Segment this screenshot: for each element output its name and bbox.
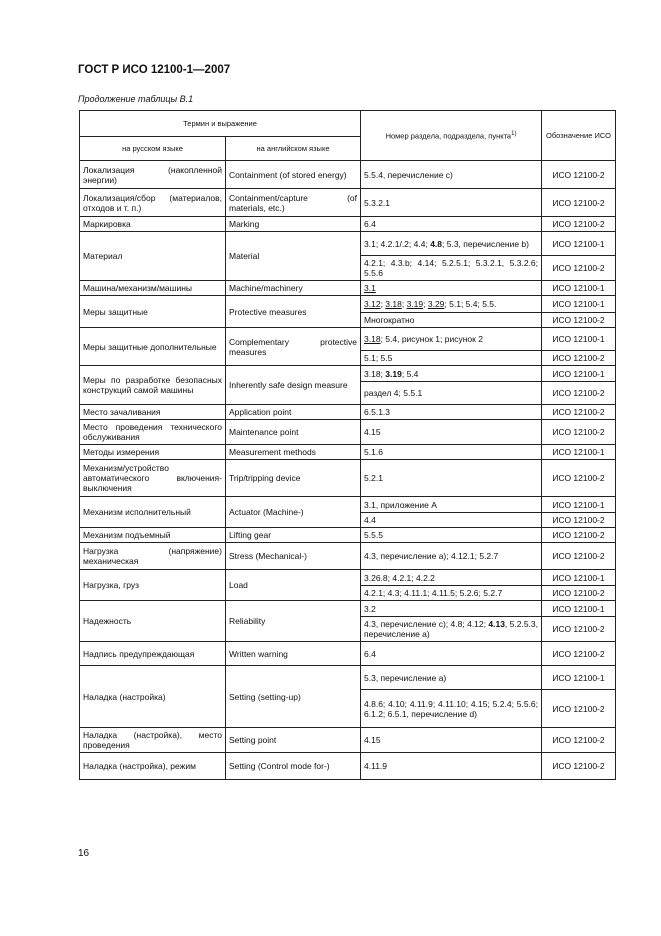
iso-designation: ИСО 12100-2: [542, 543, 616, 570]
term-english: Protective measures: [226, 296, 361, 328]
iso-designation: ИСО 12100-2: [542, 161, 616, 189]
iso-designation: ИСО 12100-2: [542, 753, 616, 780]
term-english: Complementary protective measures: [226, 328, 361, 366]
term-russian: Надежность: [80, 601, 226, 642]
term-russian: Нагрузка, груз: [80, 570, 226, 601]
term-english: Trip/tripping device: [226, 460, 361, 497]
term-russian: Нагрузка (напряжение) механическая: [80, 543, 226, 570]
table-row: [80, 217, 616, 232]
table-row: [80, 601, 616, 617]
section-reference: [361, 217, 542, 232]
table-row: [80, 445, 616, 460]
term-russian: Наладка (настройка): [80, 666, 226, 728]
section-reference: [361, 189, 542, 217]
iso-designation: ИСО 12100-2: [542, 728, 616, 753]
term-russian: Методы измерения: [80, 445, 226, 460]
table-row: [80, 642, 616, 666]
section-reference: [361, 313, 542, 328]
section-reference: [361, 296, 542, 313]
iso-designation: ИСО 12100-2: [542, 405, 616, 420]
reference-segment: 4.3, перечисление а); 4.12.1; 5.2.7: [364, 551, 499, 561]
term-russian: Маркировка: [80, 217, 226, 232]
reference-segment: 3.26.8; 4.2.1; 4.2.2: [364, 572, 435, 583]
iso-designation: ИСО 12100-2: [542, 513, 616, 528]
reference-segment: 3.19: [385, 368, 402, 379]
section-reference: [361, 601, 542, 617]
iso-designation: ИСО 12100-2: [542, 217, 616, 232]
iso-designation: ИСО 12100-2: [542, 351, 616, 366]
reference-segment: раздел 4; 5.5.1: [364, 388, 423, 398]
footnote-marker: 1): [511, 131, 517, 138]
reference-segment: 3.1, приложение А: [364, 499, 437, 510]
reference-segment: 5.3, перечисление а): [364, 672, 447, 683]
iso-designation: ИСО 12100-2: [542, 189, 616, 217]
reference-segment: ;: [401, 299, 407, 309]
reference-segment: 5.1.6: [364, 447, 383, 457]
section-reference: [361, 642, 542, 666]
iso-designation: ИСО 12100-2: [542, 586, 616, 601]
russian-column-header: на русском языке: [80, 137, 226, 161]
english-column-header: на английском языке: [226, 137, 361, 161]
term-english: Stress (Mechanical-): [226, 543, 361, 570]
term-russian: Наладка (настройка), режим: [80, 753, 226, 780]
table-row: [80, 296, 616, 313]
term-russian: Меры по разработке безопасных конструкций самой машины: [80, 366, 226, 405]
section-reference: [361, 351, 542, 366]
reference-segment: 3.12: [364, 299, 381, 309]
section-reference: [361, 445, 542, 460]
reference-segment: 4.3, перечисление с); 4.8; 4.12;: [364, 619, 489, 629]
iso-designation: ИСО 12100-2: [542, 642, 616, 666]
term-english: Written warning: [226, 642, 361, 666]
reference-segment: 3.19: [406, 299, 424, 309]
table-row: [80, 570, 616, 586]
table-row: [80, 328, 616, 351]
section-reference: [361, 256, 542, 281]
section-reference: [361, 161, 542, 189]
reference-segment: 4.15: [364, 735, 381, 745]
table-row: [80, 281, 616, 296]
reference-segment: 3.29: [427, 299, 445, 309]
term-english: Material: [226, 232, 361, 281]
section-reference: [361, 382, 542, 405]
reference-segment: 4.8.6; 4.10; 4.11.9; 4.11.10; 4.15; 5.2.4; 5.5.6; 6.1.2; 6.5.1, перечисление d): [364, 698, 539, 719]
section-reference: [361, 420, 542, 445]
reference-segment: 3.2: [364, 603, 376, 614]
term-russian: Локализация (накопленной энергии): [80, 161, 226, 189]
reference-segment: 4.13: [488, 619, 505, 629]
iso-designation: ИСО 12100-2: [542, 256, 616, 281]
section-reference: [361, 513, 542, 528]
reference-segment: ;: [380, 299, 386, 309]
reference-segment: 6.5.1.3: [364, 407, 391, 417]
reference-segment: 5.5.4, перечисление с): [364, 169, 453, 180]
page-number: 16: [78, 848, 90, 859]
term-english: Inherently safe design measure: [226, 366, 361, 405]
iso-designation: ИСО 12100-2: [542, 690, 616, 728]
reference-segment: 5.5.5: [364, 530, 383, 540]
section-reference: [361, 586, 542, 601]
iso-designation: ИСО 12100-2: [542, 382, 616, 405]
section-reference: [361, 543, 542, 570]
term-russian: Локализация/сбор (материалов, отходов и т. п.): [80, 189, 226, 217]
term-russian: Место проведения технического обслуживания: [80, 420, 226, 445]
iso-designation: ИСО 12100-1: [542, 281, 616, 296]
term-english: Load: [226, 570, 361, 601]
reference-segment: , 5.2.5.3, перечисление а): [364, 619, 539, 639]
page-header: ГОСТ Р ИСО 12100-1—2007: [78, 64, 231, 76]
term-russian: Меры защитные: [80, 296, 226, 328]
section-reference: [361, 460, 542, 497]
reference-segment: 6.4: [364, 219, 376, 229]
reference-segment: 6.4: [364, 648, 376, 659]
iso-designation: ИСО 12100-1: [542, 497, 616, 513]
term-russian: Наладка (настройка), место проведения: [80, 728, 226, 753]
iso-designation: ИСО 12100-1: [542, 445, 616, 460]
section-reference: [361, 570, 542, 586]
terms-table: [79, 110, 616, 780]
reference-segment: ; 5.1; 5.4; 5.5.: [444, 299, 497, 309]
reference-segment: 4.11.9: [364, 761, 388, 771]
table-row: [80, 420, 616, 445]
term-english: Actuator (Machine-): [226, 497, 361, 528]
section-reference: [361, 497, 542, 513]
table-row: [80, 161, 616, 189]
table-row: [80, 405, 616, 420]
table-row: [80, 189, 616, 217]
reference-segment: 3.18: [364, 334, 381, 344]
term-english: Containment/capture (of materials, etc.): [226, 189, 361, 217]
table-row: [80, 366, 616, 382]
iso-designation-header: Обозначение ИСО: [542, 111, 616, 161]
iso-designation: ИСО 12100-1: [542, 328, 616, 351]
table-row: [80, 497, 616, 513]
section-number-header-label: Номер раздела, подраздела, пункта: [385, 131, 512, 141]
term-english: Maintenance point: [226, 420, 361, 445]
term-english: Setting (setting-up): [226, 666, 361, 728]
term-english: Lifting gear: [226, 528, 361, 543]
term-english: Application point: [226, 405, 361, 420]
table-row: [80, 528, 616, 543]
term-english: Setting (Control mode for-): [226, 753, 361, 780]
term-english: Reliability: [226, 601, 361, 642]
iso-designation: ИСО 12100-1: [542, 232, 616, 256]
reference-segment: 3.1: [364, 283, 376, 293]
reference-segment: 4.8: [430, 238, 443, 249]
section-reference: [361, 281, 542, 296]
term-english: Setting point: [226, 728, 361, 753]
table-row: [80, 753, 616, 780]
table-row: [80, 543, 616, 570]
table-row: [80, 666, 616, 690]
term-russian: Механизм исполнительный: [80, 497, 226, 528]
section-reference: [361, 666, 542, 690]
reference-segment: 3.18;: [364, 368, 386, 379]
term-english: Marking: [226, 217, 361, 232]
iso-designation: ИСО 12100-2: [542, 460, 616, 497]
term-english: Measurement methods: [226, 445, 361, 460]
iso-designation: ИСО 12100-2: [542, 420, 616, 445]
term-russian: Материал: [80, 232, 226, 281]
reference-segment: 4.15: [364, 427, 381, 437]
term-russian: Надпись предупреждающая: [80, 642, 226, 666]
term-russian: Место зачаливания: [80, 405, 226, 420]
reference-segment: 4.4: [364, 515, 376, 525]
table-row: [80, 728, 616, 753]
section-reference: [361, 232, 542, 256]
reference-segment: ; 5.4: [401, 368, 419, 379]
iso-designation: ИСО 12100-2: [542, 528, 616, 543]
term-english: Containment (of stored energy): [226, 161, 361, 189]
term-russian: Механизм/устройство автоматического включения-выключения: [80, 460, 226, 497]
reference-segment: ;: [423, 299, 428, 309]
section-reference: [361, 690, 542, 728]
term-russian: Механизм подъемный: [80, 528, 226, 543]
term-russian: Машина/механизм/машины: [80, 281, 226, 296]
iso-designation: ИСО 12100-1: [542, 570, 616, 586]
section-reference: [361, 617, 542, 642]
table-row: [80, 232, 616, 256]
term-english: Machine/machinery: [226, 281, 361, 296]
reference-segment: 5.3.2.1: [364, 197, 391, 208]
section-reference: [361, 528, 542, 543]
section-number-header: [361, 111, 542, 161]
section-reference: [361, 405, 542, 420]
reference-segment: 4.2.1; 4.3.b; 4.14; 5.2.5.1; 5.3.2.1, 5.3.2.6; 5.5.6: [364, 258, 539, 278]
table-row: [80, 460, 616, 497]
reference-segment: 5.2.1: [364, 473, 383, 483]
reference-segment: 3.1; 4.2.1/.2; 4.4;: [364, 238, 431, 249]
reference-segment: 3.18: [385, 299, 402, 309]
iso-designation: ИСО 12100-1: [542, 601, 616, 617]
iso-designation: ИСО 12100-2: [542, 617, 616, 642]
reference-segment: ; 5.4, рисунок 1; рисунок 2: [380, 334, 483, 344]
term-group-header: Термин и выражение: [80, 111, 361, 137]
reference-segment: 4.2.1; 4.3; 4.11.1; 4.11.5; 5.2.6; 5.2.7: [364, 588, 503, 598]
section-reference: [361, 728, 542, 753]
iso-designation: ИСО 12100-2: [542, 313, 616, 328]
section-reference: [361, 328, 542, 351]
term-russian: Меры защитные дополнительные: [80, 328, 226, 366]
table-body: [80, 161, 616, 780]
iso-designation: ИСО 12100-1: [542, 666, 616, 690]
section-reference: [361, 753, 542, 780]
reference-segment: 5.1; 5.5: [364, 353, 393, 363]
reference-segment: Многократно: [364, 315, 415, 325]
reference-segment: ; 5.3, перечисление b): [442, 238, 529, 249]
table-caption: Продолжение таблицы В.1: [78, 94, 194, 104]
section-reference: [361, 366, 542, 382]
iso-designation: ИСО 12100-1: [542, 296, 616, 313]
iso-designation: ИСО 12100-1: [542, 366, 616, 382]
